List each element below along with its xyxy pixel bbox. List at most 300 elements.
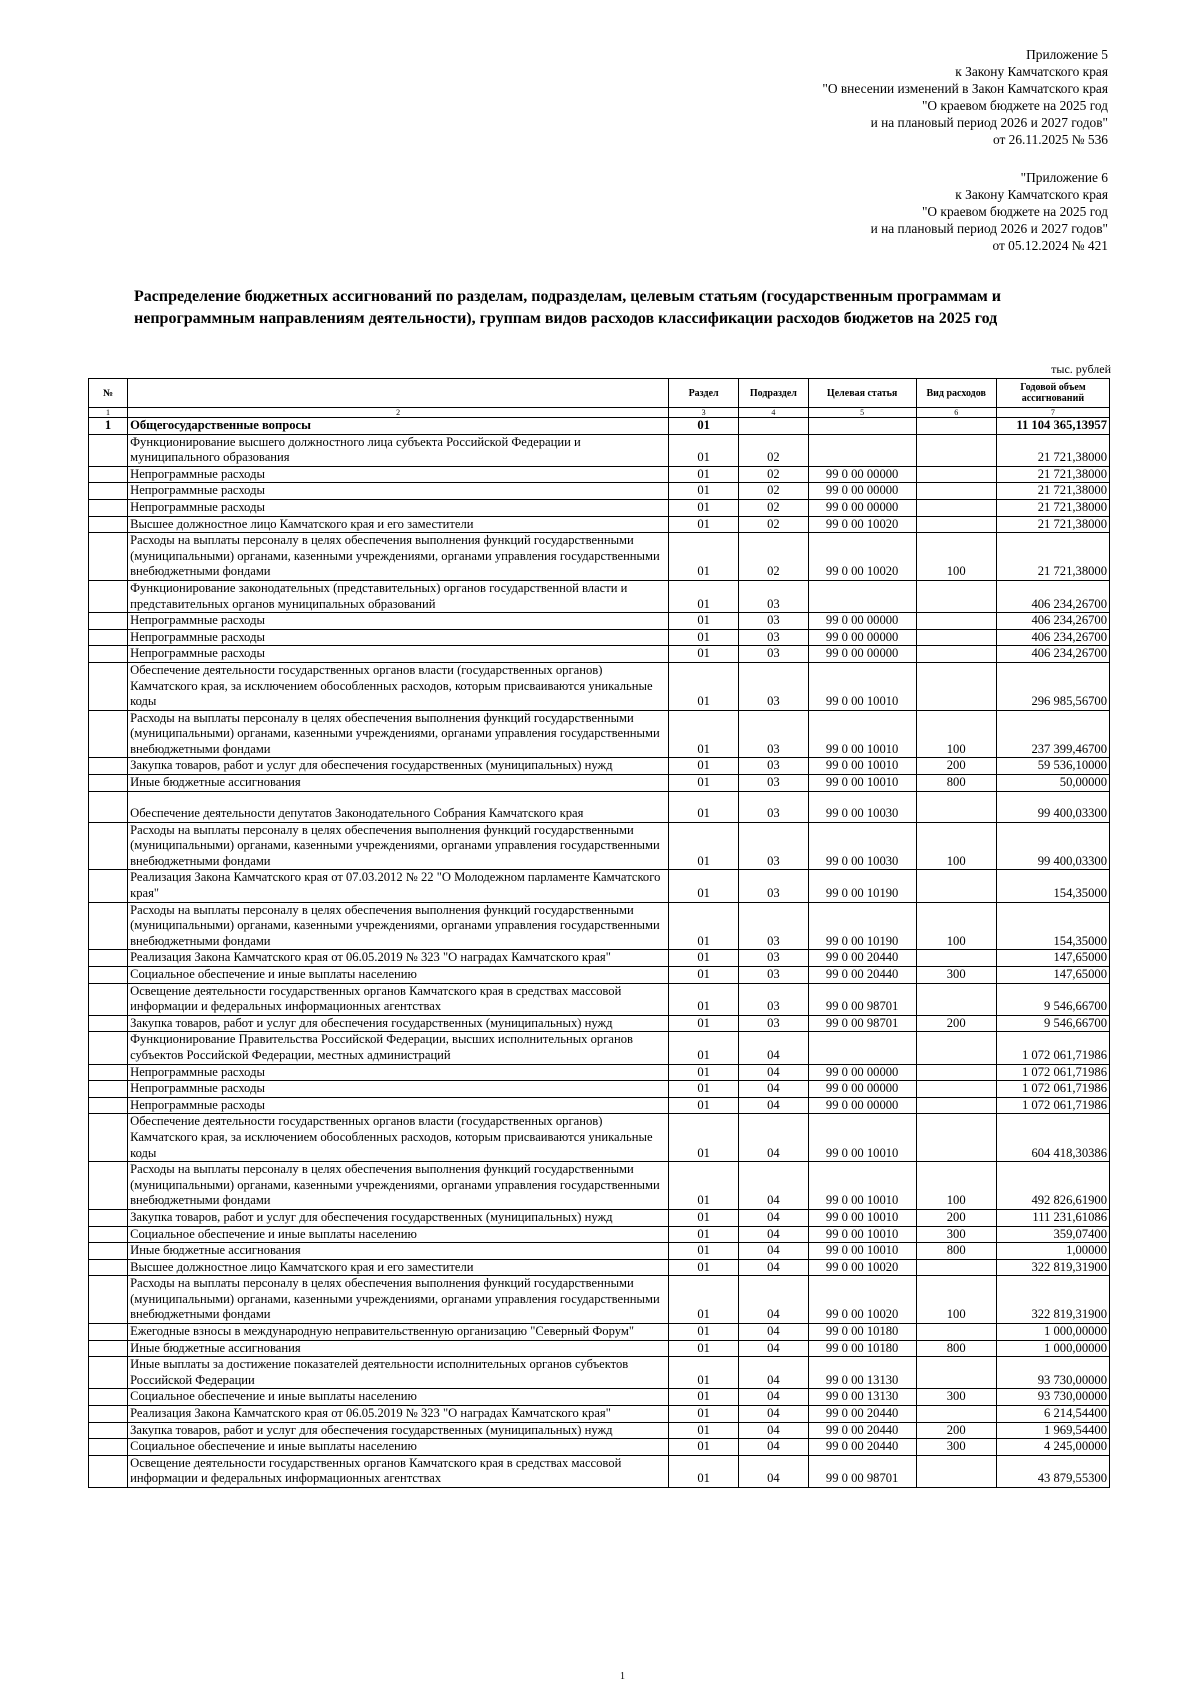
cell-podrazdel: 02 xyxy=(738,516,808,533)
cell-expense-type xyxy=(916,1097,996,1114)
cell-amount: 1 000,00000 xyxy=(996,1340,1109,1357)
cell-target-article: 99 0 00 98701 xyxy=(808,1015,916,1032)
cell-expense-type xyxy=(916,1324,996,1341)
cell-podrazdel: 02 xyxy=(738,533,808,581)
table-row xyxy=(89,710,1110,758)
table-row xyxy=(89,1015,1110,1032)
table-row xyxy=(89,1340,1110,1357)
cell-amount: 21 721,38000 xyxy=(996,483,1109,500)
table-body xyxy=(89,418,1110,1488)
cell-amount: 406 234,26700 xyxy=(996,646,1109,663)
cell-no xyxy=(89,1439,128,1456)
cell-podrazdel: 04 xyxy=(738,1081,808,1098)
budget-table xyxy=(88,378,1110,1488)
cell-amount: 99 400,03300 xyxy=(996,791,1109,822)
cell-no xyxy=(89,1209,128,1226)
cell-name: Расходы на выплаты персоналу в целях обеспечения выполнения функций государственными (муниципальными) органами, казенными учреждениями, органами управления государственными внебюджетными фондами xyxy=(128,1276,669,1324)
cell-expense-type: 800 xyxy=(916,775,996,792)
cell-target-article: 99 0 00 10020 xyxy=(808,516,916,533)
cell-podrazdel: 02 xyxy=(738,466,808,483)
table-row xyxy=(89,1243,1110,1260)
cell-expense-type xyxy=(916,662,996,710)
cell-target-article: 99 0 00 10010 xyxy=(808,1162,916,1210)
cell-name: Непрограммные расходы xyxy=(128,1064,669,1081)
table-row xyxy=(89,466,1110,483)
cell-podrazdel: 04 xyxy=(738,1162,808,1210)
cell-target-article: 99 0 00 10010 xyxy=(808,775,916,792)
cell-target-article: 99 0 00 10190 xyxy=(808,902,916,950)
cell-amount: 9 546,66700 xyxy=(996,1015,1109,1032)
cell-expense-type xyxy=(916,1081,996,1098)
cell-target-article: 99 0 00 10010 xyxy=(808,710,916,758)
cell-expense-type: 100 xyxy=(916,533,996,581)
cell-expense-type xyxy=(916,1064,996,1081)
cell-podrazdel: 04 xyxy=(738,1097,808,1114)
cell-podrazdel: 03 xyxy=(738,967,808,984)
cell-amount: 154,35000 xyxy=(996,870,1109,902)
cell-expense-type xyxy=(916,791,996,822)
cell-no xyxy=(89,1064,128,1081)
cell-amount: 93 730,00000 xyxy=(996,1357,1109,1389)
cell-target-article: 99 0 00 20440 xyxy=(808,1406,916,1423)
cell-expense-type: 300 xyxy=(916,1226,996,1243)
cell-amount: 21 721,38000 xyxy=(996,499,1109,516)
cell-no xyxy=(89,1162,128,1210)
cell-no xyxy=(89,1422,128,1439)
cell-expense-type xyxy=(916,613,996,630)
cell-name: Непрограммные расходы xyxy=(128,466,669,483)
cell-expense-type: 800 xyxy=(916,1340,996,1357)
cell-name: Непрограммные расходы xyxy=(128,1081,669,1098)
appendix-line: "О краевом бюджете на 2025 год xyxy=(921,204,1108,219)
cell-target-article: 99 0 00 10010 xyxy=(808,1226,916,1243)
cell-target-article xyxy=(808,580,916,612)
cell-amount: 11 104 365,13957 xyxy=(996,418,1109,435)
cell-razdel: 01 xyxy=(669,646,739,663)
appendix-line: от 26.11.2025 № 536 xyxy=(992,132,1108,147)
cell-razdel: 01 xyxy=(669,1439,739,1456)
cell-razdel: 01 xyxy=(669,758,739,775)
appendix-line: "О краевом бюджете на 2025 год xyxy=(921,98,1108,113)
cell-razdel: 01 xyxy=(669,1162,739,1210)
cell-target-article: 99 0 00 98701 xyxy=(808,1455,916,1487)
cell-razdel: 01 xyxy=(669,418,739,435)
cell-target-article: 99 0 00 10010 xyxy=(808,1114,916,1162)
table-header-row xyxy=(89,379,1110,408)
cell-expense-type xyxy=(916,646,996,663)
cell-no xyxy=(89,967,128,984)
appendix-line: и на плановый период 2026 и 2027 годов" xyxy=(870,115,1108,130)
cell-no xyxy=(89,983,128,1015)
header-target-article: Целевая статья xyxy=(808,379,916,408)
cell-target-article: 99 0 00 10030 xyxy=(808,822,916,870)
column-number: 2 xyxy=(128,408,669,418)
cell-name: Непрограммные расходы xyxy=(128,646,669,663)
cell-target-article: 99 0 00 00000 xyxy=(808,1064,916,1081)
table-column-numbers-row xyxy=(89,408,1110,418)
cell-amount: 154,35000 xyxy=(996,902,1109,950)
cell-amount: 406 234,26700 xyxy=(996,580,1109,612)
cell-name: Закупка товаров, работ и услуг для обеспечения государственных (муниципальных) нужд xyxy=(128,758,669,775)
cell-razdel: 01 xyxy=(669,1340,739,1357)
appendix-line: к Закону Камчатского края xyxy=(955,64,1108,79)
table-row xyxy=(89,1097,1110,1114)
cell-name: Функционирование законодательных (представительных) органов государственной власти и представительных органов муниципальных образований xyxy=(128,580,669,612)
cell-target-article xyxy=(808,434,916,466)
column-number: 3 xyxy=(669,408,739,418)
cell-target-article: 99 0 00 20440 xyxy=(808,967,916,984)
cell-amount: 1 072 061,71986 xyxy=(996,1097,1109,1114)
appendix-original-header xyxy=(871,169,1108,254)
cell-no xyxy=(89,1340,128,1357)
cell-name: Социальное обеспечение и иные выплаты населению xyxy=(128,1226,669,1243)
cell-razdel: 01 xyxy=(669,1243,739,1260)
cell-expense-type: 300 xyxy=(916,1439,996,1456)
cell-razdel: 01 xyxy=(669,710,739,758)
table-row xyxy=(89,758,1110,775)
cell-razdel: 01 xyxy=(669,870,739,902)
cell-name: Социальное обеспечение и иные выплаты населению xyxy=(128,1389,669,1406)
cell-name: Социальное обеспечение и иные выплаты населению xyxy=(128,967,669,984)
appendix-line: Приложение 5 xyxy=(1026,47,1108,62)
cell-target-article: 99 0 00 00000 xyxy=(808,629,916,646)
cell-name: Закупка товаров, работ и услуг для обеспечения государственных (муниципальных) нужд xyxy=(128,1015,669,1032)
column-number: 4 xyxy=(738,408,808,418)
cell-name: Непрограммные расходы xyxy=(128,613,669,630)
table-row xyxy=(89,1032,1110,1064)
cell-name: Функционирование Правительства Российской Федерации, высших исполнительных органов субъектов Российской Федерации, местных администраций xyxy=(128,1032,669,1064)
cell-amount: 322 819,31900 xyxy=(996,1259,1109,1276)
cell-no xyxy=(89,483,128,500)
cell-name: Расходы на выплаты персоналу в целях обеспечения выполнения функций государственными (муниципальными) органами, казенными учреждениями, органами управления государственными внебюджетными фондами xyxy=(128,902,669,950)
cell-podrazdel: 02 xyxy=(738,434,808,466)
cell-target-article: 99 0 00 00000 xyxy=(808,483,916,500)
cell-amount: 99 400,03300 xyxy=(996,822,1109,870)
cell-amount: 604 418,30386 xyxy=(996,1114,1109,1162)
cell-podrazdel: 02 xyxy=(738,483,808,500)
table-row xyxy=(89,1406,1110,1423)
cell-target-article: 99 0 00 10020 xyxy=(808,1276,916,1324)
table-row xyxy=(89,1114,1110,1162)
cell-no xyxy=(89,1406,128,1423)
cell-no xyxy=(89,870,128,902)
cell-no xyxy=(89,516,128,533)
cell-razdel: 01 xyxy=(669,1259,739,1276)
cell-name: Ежегодные взносы в международную неправительственную организацию "Северный Форум" xyxy=(128,1324,669,1341)
cell-target-article: 99 0 00 00000 xyxy=(808,1081,916,1098)
cell-target-article: 99 0 00 00000 xyxy=(808,613,916,630)
cell-razdel: 01 xyxy=(669,516,739,533)
cell-amount: 492 826,61900 xyxy=(996,1162,1109,1210)
cell-podrazdel: 03 xyxy=(738,791,808,822)
cell-razdel: 01 xyxy=(669,1406,739,1423)
table-row xyxy=(89,870,1110,902)
header-expense-type: Вид расходов xyxy=(916,379,996,408)
cell-podrazdel: 02 xyxy=(738,499,808,516)
cell-expense-type xyxy=(916,499,996,516)
cell-no xyxy=(89,580,128,612)
cell-razdel: 01 xyxy=(669,1114,739,1162)
cell-amount: 322 819,31900 xyxy=(996,1276,1109,1324)
cell-expense-type xyxy=(916,1114,996,1162)
table-row xyxy=(89,434,1110,466)
cell-podrazdel: 04 xyxy=(738,1422,808,1439)
cell-target-article: 99 0 00 13130 xyxy=(808,1357,916,1389)
cell-razdel: 01 xyxy=(669,1422,739,1439)
cell-podrazdel: 03 xyxy=(738,775,808,792)
cell-name: Обеспечение деятельности государственных органов власти (государственных органов) Камчатского края, за исключением обособленных расходов, которым присваиваются уникальные коды xyxy=(128,662,669,710)
cell-no xyxy=(89,758,128,775)
cell-no xyxy=(89,1259,128,1276)
document-title: Распределение бюджетных ассигнований по разделам, подразделам, целевым статьям (государственным программам и непрограммным направлениям деятельности), группам видов расходов классификации расходов бюджетов на 2025 год xyxy=(134,288,1001,327)
cell-target-article xyxy=(808,1032,916,1064)
cell-razdel: 01 xyxy=(669,434,739,466)
table-row xyxy=(89,775,1110,792)
cell-amount: 93 730,00000 xyxy=(996,1389,1109,1406)
cell-podrazdel: 04 xyxy=(738,1243,808,1260)
table-row xyxy=(89,1209,1110,1226)
cell-expense-type xyxy=(916,1455,996,1487)
cell-amount: 406 234,26700 xyxy=(996,629,1109,646)
cell-podrazdel: 04 xyxy=(738,1357,808,1389)
cell-podrazdel: 04 xyxy=(738,1340,808,1357)
table-row xyxy=(89,1422,1110,1439)
cell-no xyxy=(89,662,128,710)
table-row xyxy=(89,1455,1110,1487)
page-number: 1 xyxy=(620,1671,625,1682)
table-row xyxy=(89,902,1110,950)
cell-amount: 147,65000 xyxy=(996,950,1109,967)
cell-amount: 237 399,46700 xyxy=(996,710,1109,758)
cell-amount: 9 546,66700 xyxy=(996,983,1109,1015)
cell-podrazdel xyxy=(738,418,808,435)
cell-amount: 147,65000 xyxy=(996,967,1109,984)
cell-target-article: 99 0 00 10180 xyxy=(808,1340,916,1357)
cell-podrazdel: 03 xyxy=(738,613,808,630)
cell-name: Расходы на выплаты персоналу в целях обеспечения выполнения функций государственными (муниципальными) органами, казенными учреждениями, органами управления государственными внебюджетными фондами xyxy=(128,822,669,870)
table-row xyxy=(89,1324,1110,1341)
cell-name: Освещение деятельности государственных органов Камчатского края в средствах массовой информации и федеральных информационных агентствах xyxy=(128,983,669,1015)
cell-podrazdel: 03 xyxy=(738,710,808,758)
cell-target-article: 99 0 00 20440 xyxy=(808,950,916,967)
cell-no xyxy=(89,1243,128,1260)
table-row xyxy=(89,1226,1110,1243)
cell-target-article: 99 0 00 20440 xyxy=(808,1422,916,1439)
cell-razdel: 01 xyxy=(669,1357,739,1389)
table-row xyxy=(89,629,1110,646)
cell-no xyxy=(89,1226,128,1243)
cell-razdel: 01 xyxy=(669,1015,739,1032)
appendix-line: от 05.12.2024 № 421 xyxy=(992,238,1108,253)
cell-amount: 1 969,54400 xyxy=(996,1422,1109,1439)
cell-expense-type xyxy=(916,870,996,902)
cell-no xyxy=(89,533,128,581)
cell-podrazdel: 04 xyxy=(738,1276,808,1324)
cell-no xyxy=(89,1324,128,1341)
cell-razdel: 01 xyxy=(669,902,739,950)
cell-podrazdel: 04 xyxy=(738,1324,808,1341)
table-row xyxy=(89,533,1110,581)
column-number: 7 xyxy=(996,408,1109,418)
cell-name: Закупка товаров, работ и услуг для обеспечения государственных (муниципальных) нужд xyxy=(128,1209,669,1226)
appendix-line: и на плановый период 2026 и 2027 годов" xyxy=(870,221,1108,236)
cell-no xyxy=(89,434,128,466)
cell-name: Иные выплаты за достижение показателей деятельности исполнительных органов субъектов Российской Федерации xyxy=(128,1357,669,1389)
cell-no xyxy=(89,1081,128,1098)
cell-amount: 21 721,38000 xyxy=(996,434,1109,466)
cell-podrazdel: 04 xyxy=(738,1389,808,1406)
cell-amount: 111 231,61086 xyxy=(996,1209,1109,1226)
cell-expense-type xyxy=(916,516,996,533)
cell-no xyxy=(89,1276,128,1324)
table-row xyxy=(89,646,1110,663)
units-label: тыс. рублей xyxy=(1051,362,1111,376)
cell-amount: 1 072 061,71986 xyxy=(996,1081,1109,1098)
cell-amount: 4 245,00000 xyxy=(996,1439,1109,1456)
cell-name: Освещение деятельности государственных органов Камчатского края в средствах массовой информации и федеральных информационных агентствах xyxy=(128,1455,669,1487)
cell-expense-type: 200 xyxy=(916,1422,996,1439)
cell-podrazdel: 03 xyxy=(738,950,808,967)
cell-no: 1 xyxy=(89,418,128,435)
cell-target-article: 99 0 00 10020 xyxy=(808,533,916,581)
cell-target-article: 99 0 00 10010 xyxy=(808,1209,916,1226)
cell-name: Расходы на выплаты персоналу в целях обеспечения выполнения функций государственными (муниципальными) органами, казенными учреждениями, органами управления государственными внебюджетными фондами xyxy=(128,1162,669,1210)
cell-amount: 21 721,38000 xyxy=(996,533,1109,581)
cell-expense-type: 200 xyxy=(916,1015,996,1032)
cell-expense-type xyxy=(916,434,996,466)
cell-razdel: 01 xyxy=(669,483,739,500)
cell-amount: 50,00000 xyxy=(996,775,1109,792)
table-row xyxy=(89,950,1110,967)
cell-razdel: 01 xyxy=(669,533,739,581)
cell-razdel: 01 xyxy=(669,1209,739,1226)
table-row xyxy=(89,1389,1110,1406)
header-podrazdel: Подраздел xyxy=(738,379,808,408)
header-name xyxy=(128,379,669,408)
cell-target-article: 99 0 00 10190 xyxy=(808,870,916,902)
cell-expense-type: 100 xyxy=(916,902,996,950)
cell-razdel: 01 xyxy=(669,791,739,822)
cell-razdel: 01 xyxy=(669,967,739,984)
cell-no xyxy=(89,1389,128,1406)
cell-no xyxy=(89,1114,128,1162)
cell-podrazdel: 04 xyxy=(738,1226,808,1243)
cell-podrazdel: 04 xyxy=(738,1455,808,1487)
cell-podrazdel: 03 xyxy=(738,629,808,646)
cell-razdel: 01 xyxy=(669,580,739,612)
cell-expense-type: 800 xyxy=(916,1243,996,1260)
cell-razdel: 01 xyxy=(669,1064,739,1081)
table-row xyxy=(89,418,1110,435)
cell-name: Реализация Закона Камчатского края от 06.05.2019 № 323 "О наградах Камчатского края" xyxy=(128,950,669,967)
cell-razdel: 01 xyxy=(669,950,739,967)
table-row xyxy=(89,1276,1110,1324)
cell-name: Иные бюджетные ассигнования xyxy=(128,1340,669,1357)
table-row xyxy=(89,822,1110,870)
cell-amount: 296 985,56700 xyxy=(996,662,1109,710)
cell-expense-type: 200 xyxy=(916,1209,996,1226)
cell-name: Высшее должностное лицо Камчатского края и его заместители xyxy=(128,1259,669,1276)
cell-amount: 359,07400 xyxy=(996,1226,1109,1243)
cell-name: Обеспечение деятельности государственных органов власти (государственных органов) Камчатского края, за исключением обособленных расходов, которым присваиваются уникальные коды xyxy=(128,1114,669,1162)
header-amount: Годовой объем ассигнований xyxy=(996,379,1109,408)
cell-no xyxy=(89,902,128,950)
appendix-line: "Приложение 6 xyxy=(1020,170,1108,185)
cell-no xyxy=(89,466,128,483)
cell-target-article: 99 0 00 00000 xyxy=(808,499,916,516)
table-row xyxy=(89,499,1110,516)
cell-podrazdel: 04 xyxy=(738,1064,808,1081)
cell-target-article: 99 0 00 00000 xyxy=(808,646,916,663)
table-row xyxy=(89,791,1110,822)
table-row xyxy=(89,1064,1110,1081)
cell-no xyxy=(89,822,128,870)
cell-amount: 406 234,26700 xyxy=(996,613,1109,630)
appendix-line: "О внесении изменений в Закон Камчатского края xyxy=(822,81,1108,96)
cell-podrazdel: 03 xyxy=(738,1015,808,1032)
cell-razdel: 01 xyxy=(669,1226,739,1243)
cell-name: Расходы на выплаты персоналу в целях обеспечения выполнения функций государственными (муниципальными) органами, казенными учреждениями, органами управления государственными внебюджетными фондами xyxy=(128,533,669,581)
cell-target-article: 99 0 00 13130 xyxy=(808,1389,916,1406)
cell-razdel: 01 xyxy=(669,983,739,1015)
table-row xyxy=(89,1081,1110,1098)
cell-amount: 43 879,55300 xyxy=(996,1455,1109,1487)
cell-expense-type xyxy=(916,483,996,500)
cell-expense-type: 100 xyxy=(916,1162,996,1210)
cell-target-article xyxy=(808,418,916,435)
table-row xyxy=(89,662,1110,710)
cell-podrazdel: 04 xyxy=(738,1114,808,1162)
table-row xyxy=(89,580,1110,612)
cell-expense-type: 100 xyxy=(916,710,996,758)
cell-razdel: 01 xyxy=(669,1081,739,1098)
cell-razdel: 01 xyxy=(669,1389,739,1406)
cell-target-article: 99 0 00 10030 xyxy=(808,791,916,822)
cell-podrazdel: 03 xyxy=(738,580,808,612)
cell-target-article: 99 0 00 00000 xyxy=(808,466,916,483)
cell-razdel: 01 xyxy=(669,1276,739,1324)
cell-no xyxy=(89,1357,128,1389)
cell-target-article: 99 0 00 10020 xyxy=(808,1259,916,1276)
cell-podrazdel: 03 xyxy=(738,902,808,950)
cell-no xyxy=(89,629,128,646)
cell-name: Общегосударственные вопросы xyxy=(128,418,669,435)
cell-name: Непрограммные расходы xyxy=(128,499,669,516)
cell-name: Реализация Закона Камчатского края от 06.05.2019 № 323 "О наградах Камчатского края" xyxy=(128,1406,669,1423)
table-row xyxy=(89,483,1110,500)
cell-expense-type xyxy=(916,983,996,1015)
cell-podrazdel: 04 xyxy=(738,1259,808,1276)
cell-podrazdel: 03 xyxy=(738,822,808,870)
cell-no xyxy=(89,499,128,516)
cell-razdel: 01 xyxy=(669,1097,739,1114)
cell-expense-type xyxy=(916,1357,996,1389)
cell-amount: 1 000,00000 xyxy=(996,1324,1109,1341)
table-row xyxy=(89,516,1110,533)
table-row xyxy=(89,1439,1110,1456)
cell-expense-type: 200 xyxy=(916,758,996,775)
cell-razdel: 01 xyxy=(669,613,739,630)
cell-razdel: 01 xyxy=(669,466,739,483)
cell-razdel: 01 xyxy=(669,1455,739,1487)
cell-name: Закупка товаров, работ и услуг для обеспечения государственных (муниципальных) нужд xyxy=(128,1422,669,1439)
table-row xyxy=(89,967,1110,984)
appendix-line: к Закону Камчатского края xyxy=(955,187,1108,202)
header-razdel: Раздел xyxy=(669,379,739,408)
cell-amount: 59 536,10000 xyxy=(996,758,1109,775)
cell-no xyxy=(89,646,128,663)
cell-amount: 1 072 061,71986 xyxy=(996,1064,1109,1081)
